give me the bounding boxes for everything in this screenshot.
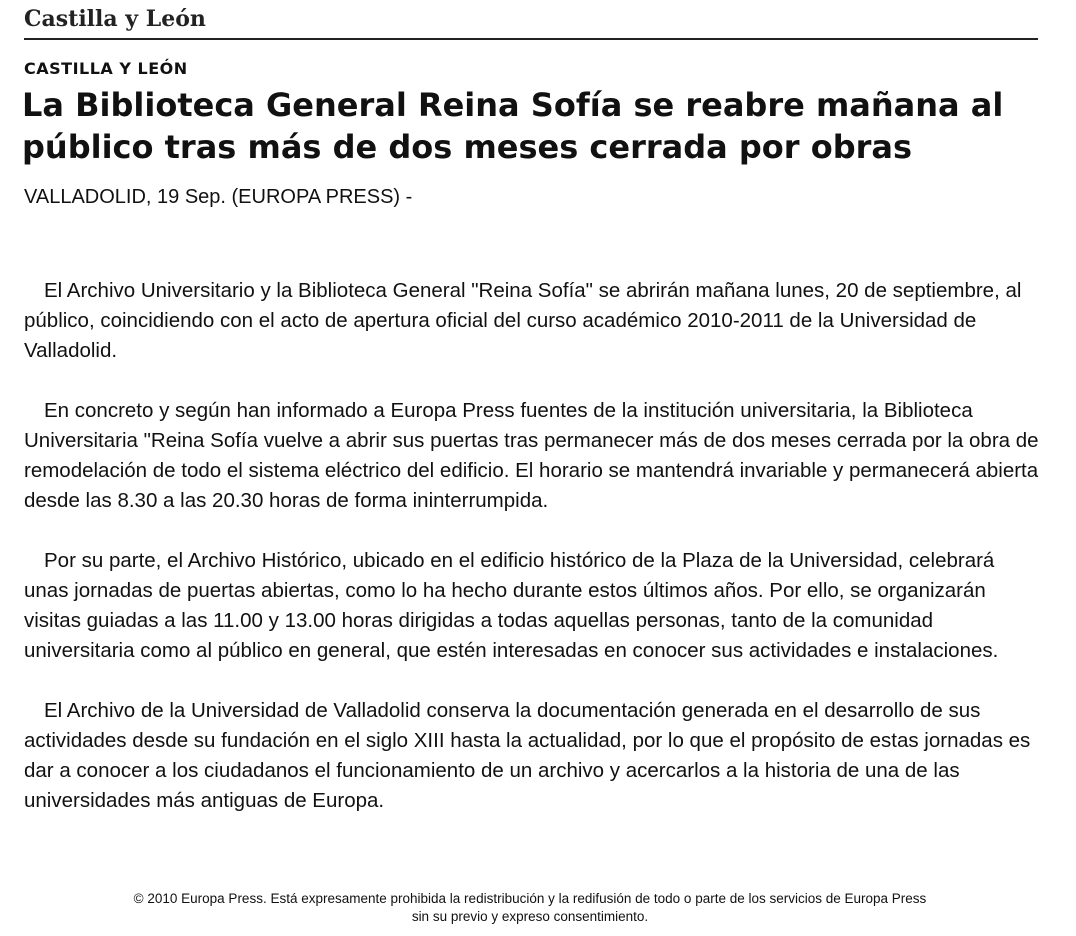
copyright-line: © 2010 Europa Press. Está expresamente prohibida la redistribución y la redifusión de todo o parte de los servicios de Europa Press <box>133 891 927 906</box>
article-paragraph: En concreto y según han informado a Europa Press fuentes de la institución universitaria, la Biblioteca Universitaria "Reina Sofía vuelve a abrir sus puertas tras permanecer más de dos meses cerrada por la obra de remodelación de todo el sistema eléctrico del edificio. El horario se mantendrá invariable y permanecerá abierta desde las 8.30 a las 20.30 horas de forma ininterrumpida. <box>24 399 1039 512</box>
copyright-line: sin su previo y expreso consentimiento. <box>411 909 649 924</box>
article-paragraph: El Archivo de la Universidad de Valladolid conserva la documentación generada en el desarrollo de sus actividades desde su fundación en el siglo XIII hasta la actualidad, por lo que el propósito de estas jornadas es dar a conocer a los ciudadanos el funcionamiento de un archivo y acercarlos a la historia de una de las universidades más antiguas de Europa. <box>24 699 1031 812</box>
section-header <box>24 2 1038 40</box>
article-paragraph: Por su parte, el Archivo Histórico, ubicado en el edificio histórico de la Plaza de la Universidad, celebrará unas jornadas de puertas abiertas, como lo ha hecho durante estos últimos años. Por ello, se organizarán visitas guiadas a las 11.00 y 13.00 horas dirigidas a todas aquellas personas, tanto de la comunidad universitaria como al público en general, que estén interesadas en conocer sus actividades e instalaciones. <box>24 549 999 662</box>
section-title: Castilla y León <box>24 6 206 32</box>
article-body <box>24 276 1044 846</box>
article-headline: La Biblioteca General Reina Sofía se reabre mañana al público tras más de dos meses cerrada por obras <box>22 86 1004 166</box>
copyright-footer <box>0 890 1060 926</box>
article-paragraph: El Archivo Universitario y la Biblioteca General "Reina Sofía" se abrirán mañana lunes, 20 de septiembre, al público, coincidiendo con el acto de apertura oficial del curso académico 2010-2011 de la Universidad de Valladolid. <box>24 279 1022 362</box>
article-dateline: VALLADOLID, 19 Sep. (EUROPA PRESS) - <box>24 186 413 208</box>
article-kicker: CASTILLA Y LEÓN <box>24 59 188 78</box>
